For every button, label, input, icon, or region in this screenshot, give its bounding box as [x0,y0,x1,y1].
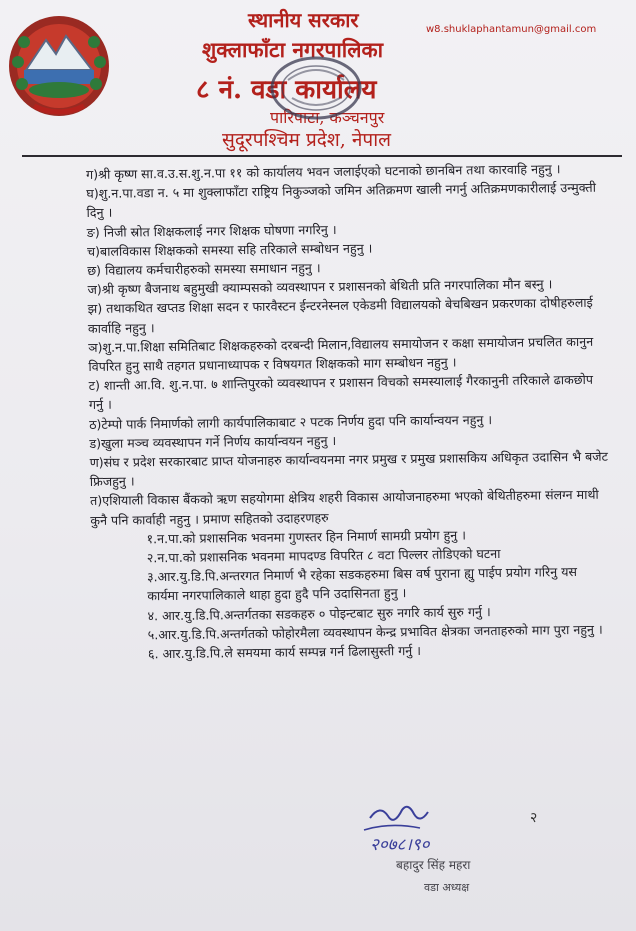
sub-list-item: ३.आर.यु.डि.पि.अन्तरगत निमार्ण भै रहेका सडकहरुमा बिस वर्ष पुराना ह्यु पाईप प्रयोग गरिनु यस कार्यमा नगरपालिकाले थाहा हुदा हुदै पनि उदासिनता हुनु । [146,564,578,604]
list-item: ग)श्री कृष्ण सा.व.उ.स.शु.न.पा ११ को कार्यालय भवन जलाईएको घटनाको छानबिन तथा कारवाहि नहुनु । [86,161,561,182]
sub-list-item: २.न.पा.को प्रशासनिक भवनमा मापदण्ड विपरित ८ वटा पिल्लर तोडिएको घटना [146,546,501,566]
letterhead-line-1: स्थानीय सरकार [248,8,359,32]
list-item: ण)संघ र प्रदेश सरकारबाट प्राप्त योजनाहरु कार्यान्वयनमा नगर प्रमुख र प्रमुख प्रशासकिय अधिकृत उदासिन भै बजेट फ्रिजहुनु । [89,448,609,490]
page-number: २ [530,810,538,826]
letterhead-ward-office: ८ नं. वडा कार्यालय [196,75,377,105]
sub-list-item: ५.आर.यु.डि.पि.अन्तर्गतको फोहोरमैला व्यवस्थापन केन्द्र प्रभावित क्षेत्रका जनताहरुको माग पुरा नहुनु । [147,621,603,643]
office-stamp-icon [258,50,368,124]
signature-date: २०७८।९० [370,835,430,855]
nepal-emblem-icon [4,10,114,120]
letterhead-address: पारिपाटा, कञ्चनपुर [270,108,385,127]
list-item: छ) विद्यालय कर्मचारीहरुको समस्या समाधान नहुनु । [87,260,321,279]
list-item: ठ)टेम्पो पार्क निमार्णको लागी कार्यपालिकाबाट २ पटक निर्णय हुदा पनि कार्यान्वयन नहुनु । [89,411,493,432]
list-item: ड)खुला मञ्च व्यवस्थापन गर्ने निर्णय कार्यान्वयन नहुनु । [89,432,337,451]
list-item: त)एशियाली विकास बैंकको ऋण सहयोगमा क्षेत्रिय शहरी विकास आयोजनाहरुमा भएको बेथितीहरुमा संलग्न माथी कुनै पनि कार्वाही नहुनु । प्रमाण सहितको उदाहरणहरु [90,487,599,528]
signer-name: बहादुर सिंह महरा [396,858,471,872]
sub-list-item: १.न.पा.को प्रशासनिक भवनमा गुणस्तर हिन निमार्ण सामग्री प्रयोग हुनु । [146,527,467,547]
letterhead-email: w8.shuklaphantamun@gmail.com [426,24,597,35]
list-item: ङ) निजी स्रोत शिक्षकलाई नगर शिक्षक घोषणा नगरिनु । [86,221,337,240]
list-item: ट) शान्ती आ.वि. शु.न.पा. ७ शान्तिपुरको व्यवस्थापन र प्रशासन विचको समस्यालाई गैरकानुनी तरिकाले ढाकछोप गर्नु । [88,372,594,413]
letterhead-divider [22,155,622,157]
complaint-list [86,159,612,665]
list-item: घ)शु.न.पा.वडा न. ५ मा शुक्लाफाँटा राष्ट्रिय निकुञ्जको जमिन अतिक्रमण खाली नगर्नु अतिक्रमणकारीलाई उन्मुक्ती दिनु । [86,179,597,221]
letterhead-municipality: शुक्लाफाँटा नगरपालिका [202,37,384,62]
list-item: ञ)शु.न.पा.शिक्षा समितिबाट शिक्षकहरुको दरबन्दी मिलान,विद्यालय समायोजन र कक्षा समायोजन प्रचलित कानुन विपरित हुनु साथै तहगत प्रधानाध्यापक र विषयगत शिक्षकको माग सम्बोधन नहुनु । [88,333,594,375]
signer-title: वडा अध्यक्ष [424,881,470,894]
sub-list-item: ४. आर.यु.डि.पि.अन्तर्गतका सडकहरु ० पोइन्टबाट सुरु नगरि कार्य सुरु गर्नु । [147,603,491,623]
list-item: झ) तथाकथित खप्तड शिक्षा सदन र फारवैस्टन ईन्टरनेस्नल एकेडमी विद्यालयको बेचबिखन प्रकरणका दोषीहरुलाई कार्वाहि नहुनु । [87,295,593,336]
letterhead-province: सुदूरपश्चिम प्रदेश, नेपाल [222,129,391,151]
sub-list-item: ६. आर.यु.डि.पि.ले समयमा कार्य सम्पन्न गर्न ढिलासुस्ती गर्नु । [147,643,422,662]
handwritten-signature-icon [350,800,500,860]
list-item: च)बालविकास शिक्षकको समस्या सहि तरिकाले सम्बोधन नहुनु । [86,240,373,259]
list-item: ज)श्री कृष्ण बैजनाथ बहुमुखी क्याम्पसको व्यवस्थापन र प्रशासनको बेथिती प्रति नगरपालिका मौन बस्नु । [87,276,553,298]
